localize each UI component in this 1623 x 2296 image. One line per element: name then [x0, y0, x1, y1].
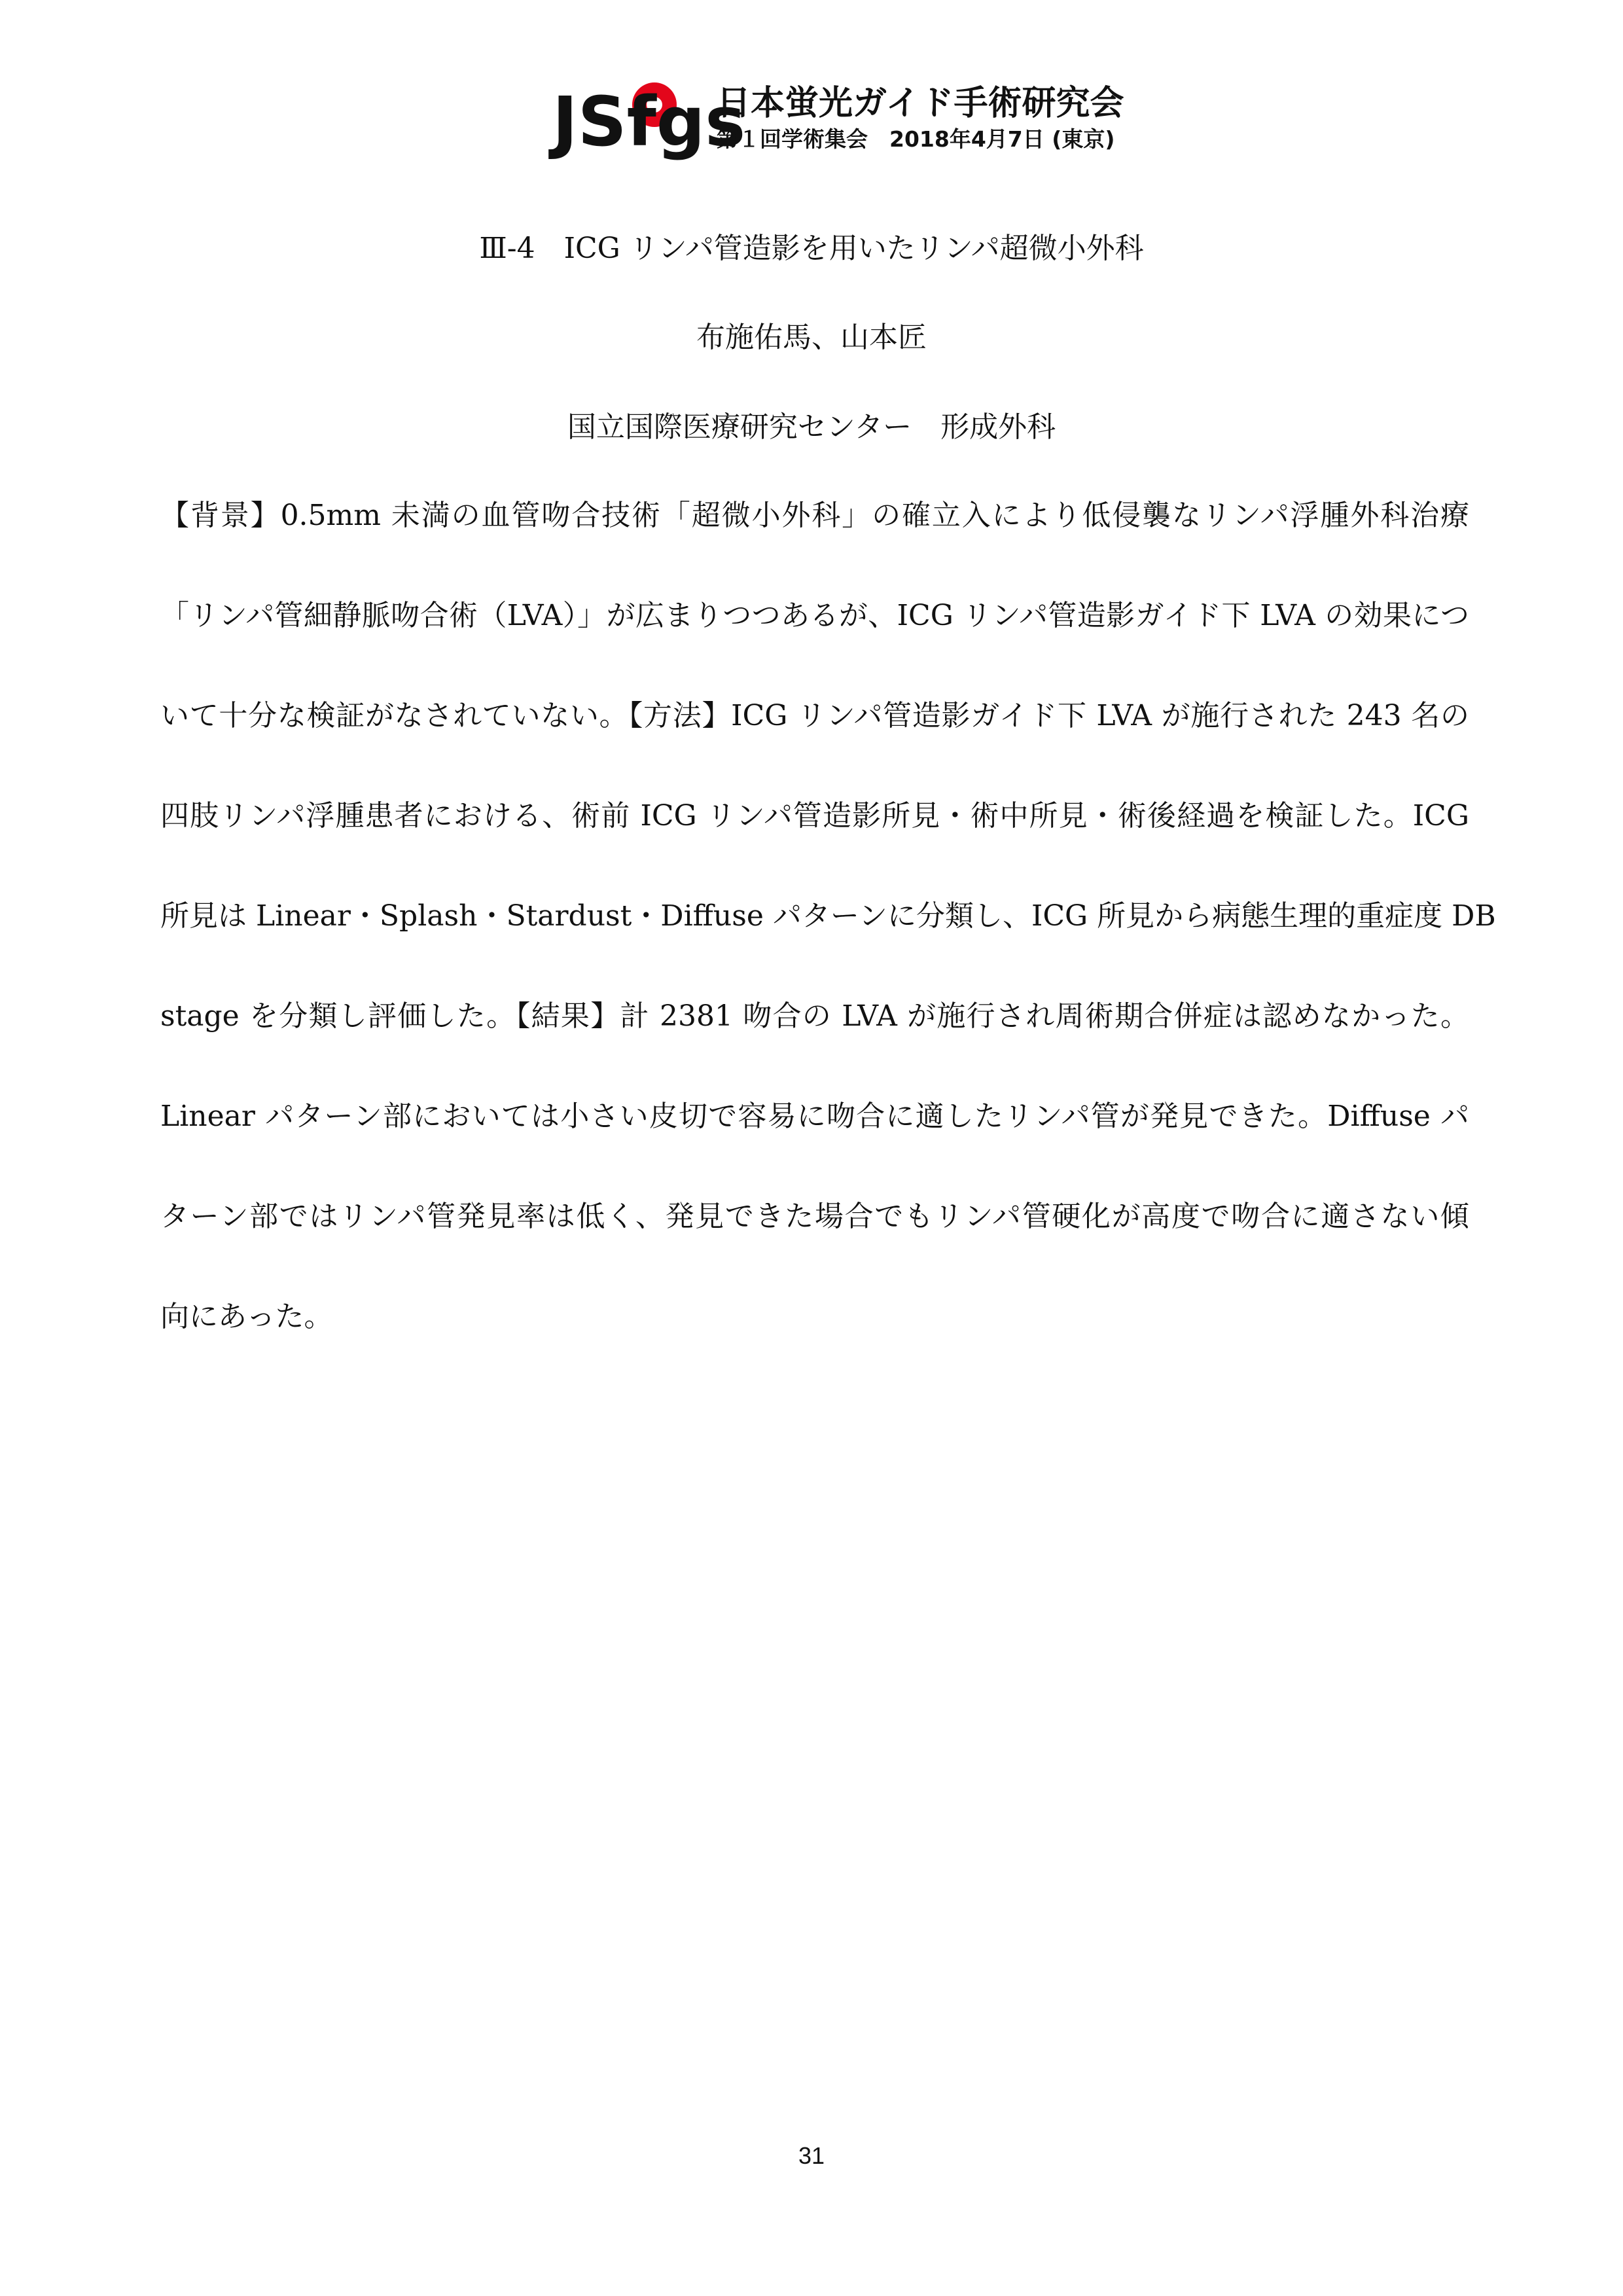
abstract-body: [160, 497, 1496, 1399]
abstract-line: いて十分な検証がなされていない。【方法】ICG リンパ管造影ガイド下 LVA が施行された 243 名の: [160, 699, 1469, 732]
jsfgs-logo: [550, 73, 746, 162]
logo-lettering: JSfgs: [552, 82, 746, 162]
abstract-line: stage を分類し評価した。【結果】計 2381 吻合の LVA が施行され周術期合併症は認めなかった。: [160, 999, 1469, 1033]
org-name: 日本蛍光ガイド手術研究会: [717, 84, 1124, 123]
abstract-line: 所見は Linear・Splash・Stardust・Diffuse パターンに分類し、ICG 所見から病態生理的重症度 DB: [160, 899, 1496, 933]
abstract-line: Linear パターン部においては小さい皮切で容易に吻合に適したリンパ管が発見できた。Diffuse パ: [160, 1100, 1469, 1133]
page-header: [550, 73, 1124, 162]
abstract-line: 向にあった。: [160, 1300, 333, 1333]
page-number: 31: [798, 2142, 825, 2169]
abstract-line: ターン部ではリンパ管発見率は低く、発見できた場合でもリンパ管硬化が高度で吻合に適さない傾: [160, 1200, 1469, 1233]
affiliation: 国立国際医療研究センター 形成外科: [567, 410, 1056, 444]
abstract-line: 【背景】0.5mm 未満の血管吻合技術「超微小外科」の確立入により低侵襲なリンパ浮腫外科治療: [160, 499, 1469, 532]
page-title: Ⅲ-4 ICG リンパ管造影を用いたリンパ超微小外科: [479, 232, 1144, 265]
abstract-line: 「リンパ管細静脈吻合術（LVA）」が広まりつつあるが、ICG リンパ管造影ガイド下 LVA の効果につ: [160, 599, 1469, 632]
meeting-info: 第１回学術集会 2018年4月7日 (東京): [717, 126, 1115, 152]
authors: 布施佑馬、山本匠: [696, 321, 927, 354]
abstract-line: 四肢リンパ浮腫患者における、術前 ICG リンパ管造影所見・術中所見・術後経過を検証した。ICG: [160, 799, 1469, 833]
